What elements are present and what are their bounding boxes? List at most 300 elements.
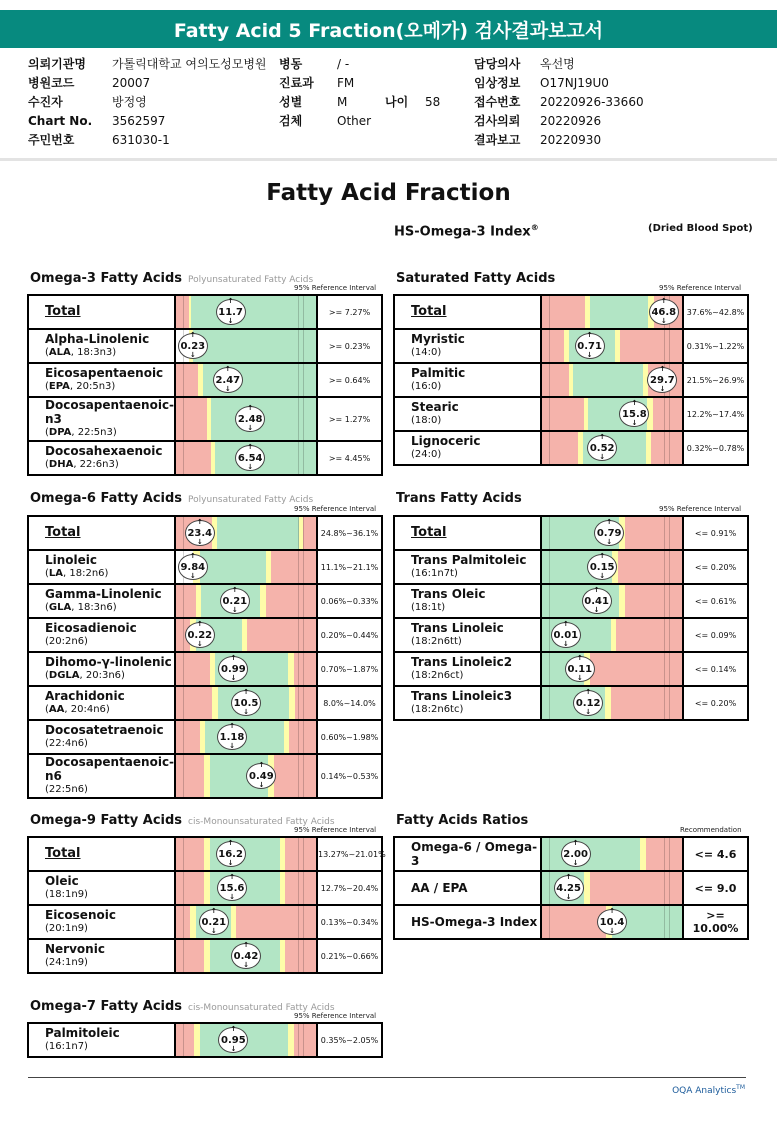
analyte-code: (DHA, 22:6n3) [45, 459, 119, 470]
omega7-section-title [30, 999, 335, 1014]
bar-gridline [669, 653, 670, 685]
analyte-code [411, 567, 540, 581]
analyte-name: Trans Linoleic2 [411, 655, 513, 669]
analyte-name: Stearic [411, 400, 459, 414]
result-row [394, 652, 748, 686]
analyte-cell [28, 329, 175, 363]
range-bar [175, 754, 317, 798]
ratios-section-title [396, 813, 528, 828]
analyte-name: Docosapentaenoic-n3 [45, 398, 175, 426]
bar-gridline [669, 432, 670, 464]
reference-interval: >= 7.27% [317, 295, 382, 329]
result-value-marker: ↑ 9.84 ↓ [178, 554, 208, 580]
section-title-text: Omega-7 Fatty Acids [30, 999, 183, 1014]
green-zone [573, 364, 643, 396]
bar-gridline [303, 364, 304, 396]
bar-gridline [549, 585, 550, 617]
result-row [394, 516, 748, 550]
range-bar [175, 397, 317, 441]
result-row [28, 363, 382, 397]
saturated-table [393, 294, 749, 466]
info-label: 나이 [385, 95, 409, 109]
result-value-marker: ↑ 0.79 ↓ [594, 520, 624, 546]
red-zone [271, 551, 316, 583]
result-value-marker: ↑ 0.95 ↓ [218, 1027, 248, 1053]
result-value-marker: ↑ 0.21 ↓ [199, 909, 229, 935]
result-value-marker: ↑ 2.48 ↓ [235, 406, 265, 432]
range-bar [175, 720, 317, 754]
range-bar [541, 516, 683, 550]
ref-interval-header: 95% Reference Interval [294, 505, 377, 513]
analyte-cell [394, 686, 541, 720]
recommendation-header: Recommendation [680, 826, 742, 834]
bar-gridline [549, 906, 550, 938]
range-bar [541, 431, 683, 465]
footer-rule [28, 1077, 746, 1078]
info-value: 가톨릭대학교 여의도성모병원 [112, 57, 267, 71]
analyte-name: Linoleic [45, 553, 98, 567]
analyte-cell [28, 397, 175, 441]
range-bar [175, 441, 317, 475]
bar-gridline [298, 442, 299, 474]
red-zone [176, 653, 210, 685]
result-row [394, 363, 748, 397]
analyte-cell [394, 329, 541, 363]
analyte-formula: (16:1n7t) [411, 568, 458, 579]
info-label: 접수번호 [474, 95, 521, 109]
info-label: Chart No. [28, 114, 93, 128]
index-title [394, 223, 539, 239]
analyte-name: Lignoceric [411, 434, 481, 448]
analyte-cell [28, 550, 175, 584]
reference-interval: >= 4.45% [317, 441, 382, 475]
reference-interval: 0.21%~0.66% [317, 939, 382, 973]
result-row [28, 939, 382, 973]
section-subtitle: cis-Monounsaturated Fatty Acids [188, 1003, 335, 1013]
range-bar [175, 363, 317, 397]
section-title-text: Omega-9 Fatty Acids [30, 813, 183, 828]
analyte-name: Total [45, 304, 81, 319]
result-row [28, 686, 382, 720]
info-value: 20220926 [540, 114, 602, 128]
info-row [28, 74, 267, 93]
bar-gridline [303, 517, 304, 549]
analyte-name: Trans Palmitoleic [411, 553, 527, 567]
omega7-table [27, 1022, 383, 1058]
bar-gridline [303, 906, 304, 938]
analyte-cell [394, 431, 541, 465]
analyte-code [45, 922, 174, 936]
bar-gridline [303, 1024, 304, 1056]
bar-gridline [664, 517, 665, 549]
result-row [28, 905, 382, 939]
red-zone [590, 872, 682, 904]
section-subtitle: cis-Monounsaturated Fatty Acids [188, 817, 335, 827]
info-label: 수진자 [28, 95, 63, 109]
range-bar [175, 905, 317, 939]
bar-gridline [664, 432, 665, 464]
range-bar [175, 516, 317, 550]
analyte-name: Eicosenoic [45, 908, 116, 922]
bar-gridline [183, 721, 184, 753]
analyte-abbrev: GLA [48, 602, 72, 613]
red-zone [625, 585, 682, 617]
range-bar [175, 652, 317, 686]
result-row [28, 1023, 382, 1057]
analyte-cell [394, 397, 541, 431]
red-zone [176, 721, 200, 753]
report-title: Fatty Acid 5 Fraction(오메가) 검사결과보고서 [173, 19, 604, 42]
red-zone [285, 872, 316, 904]
omega9-section-title [30, 813, 335, 828]
analyte-name: Omega-6 / Omega-3 [411, 840, 538, 868]
info-value: M [337, 95, 348, 109]
bar-gridline [183, 364, 184, 396]
bar-gridline [183, 940, 184, 972]
info-row [28, 131, 267, 150]
analyte-formula: , 20:5n3 [69, 381, 112, 392]
result-row [28, 397, 382, 441]
trans-table [393, 515, 749, 721]
info-label: 검체 [279, 114, 303, 128]
result-value-marker: ↑ 0.01 ↓ [551, 622, 581, 648]
analyte-cell [394, 837, 541, 871]
bar-gridline [669, 906, 670, 938]
analyte-cell [28, 754, 175, 798]
analyte-name: Palmitic [411, 366, 466, 380]
analyte-formula: , 18:2n6 [63, 568, 105, 579]
result-value-marker: ↑ 10.4 ↓ [597, 909, 627, 935]
info-label: 병원코드 [28, 76, 75, 90]
analyte-cell [28, 584, 175, 618]
section-title-text: Omega-3 Fatty Acids [30, 271, 183, 286]
range-bar [175, 584, 317, 618]
red-zone [542, 330, 564, 362]
info-row [474, 93, 644, 112]
red-zone [176, 364, 198, 396]
bar-gridline [549, 838, 550, 870]
result-row [394, 905, 748, 939]
reference-interval: >= 10.00% [683, 905, 748, 939]
omega9-table [27, 836, 386, 974]
analyte-cell [394, 871, 541, 905]
result-row [394, 397, 748, 431]
omega6-section-title [30, 491, 313, 506]
analyte-name: AA / EPA [411, 881, 468, 895]
analyte-formula: (16:0) [411, 381, 442, 392]
result-value-marker: ↑ 0.21 ↓ [220, 588, 250, 614]
analyte-cell [394, 905, 541, 939]
analyte-name: Gamma-Linolenic [45, 587, 162, 601]
range-bar [541, 686, 683, 720]
red-zone [651, 432, 682, 464]
analyte-formula: (18:1t) [411, 602, 446, 613]
analyte-cell [28, 837, 175, 871]
info-row [279, 74, 440, 93]
info-value: / - [337, 57, 350, 71]
analyte-name: Oleic [45, 874, 79, 888]
reference-interval: 11.1%~21.1% [317, 550, 382, 584]
result-value-marker: ↑ 16.2 ↓ [216, 841, 246, 867]
bar-gridline [303, 838, 304, 870]
result-value-marker: ↑ 23.4 ↓ [185, 520, 215, 546]
red-zone [176, 755, 204, 797]
analyte-cell [28, 652, 175, 686]
analyte-abbrev: LA [48, 568, 64, 579]
info-value: O17NJ19U0 [540, 76, 609, 90]
analyte-formula: (22:5n6) [45, 784, 88, 795]
red-zone [653, 398, 682, 430]
bar-gridline [298, 517, 299, 549]
red-zone [247, 619, 316, 651]
range-bar [541, 871, 683, 905]
bar-gridline [669, 872, 670, 904]
analyte-formula: (18:2n6tt) [411, 636, 462, 647]
green-zone [200, 551, 266, 583]
info-value: Other [337, 114, 372, 128]
analyte-formula: , 22:6n3 [73, 459, 115, 470]
analyte-formula: , 18:3n3 [70, 347, 113, 358]
red-zone [625, 517, 682, 549]
bar-gridline [303, 442, 304, 474]
info-value: 20220930 [540, 133, 602, 147]
analyte-code [411, 635, 540, 649]
analyte-code [45, 888, 174, 902]
reference-interval: <= 0.14% [683, 652, 748, 686]
bar-gridline [298, 1024, 299, 1056]
footer-brand-text: OQA Analytics [672, 1086, 737, 1096]
reference-interval: <= 0.20% [683, 686, 748, 720]
result-value-marker: ↑ 0.49 ↓ [246, 763, 276, 789]
bar-gridline [549, 330, 550, 362]
bar-gridline [664, 551, 665, 583]
info-row [279, 93, 440, 112]
analyte-name: Docosahexaenoic [45, 444, 163, 458]
trans-section-title [396, 491, 522, 506]
bar-gridline [549, 296, 550, 328]
info-row [474, 131, 644, 150]
section-title-text: Saturated Fatty Acids [396, 271, 556, 286]
bar-gridline [183, 1024, 184, 1056]
info-label: 의뢰기관명 [28, 57, 86, 71]
bar-gridline [549, 687, 550, 719]
bar-gridline [183, 442, 184, 474]
green-zone [215, 442, 316, 474]
analyte-cell [28, 441, 175, 475]
red-zone [616, 619, 682, 651]
info-row [474, 55, 644, 74]
analyte-name: Trans Linoleic [411, 621, 504, 635]
bar-gridline [303, 755, 304, 797]
result-row [394, 871, 748, 905]
analyte-name: Trans Oleic [411, 587, 486, 601]
analyte-cell [28, 1023, 175, 1057]
bar-gridline [298, 838, 299, 870]
info-value: 20220926-33660 [540, 95, 644, 109]
analyte-formula: (24:1n9) [45, 957, 88, 968]
result-value-marker: ↑ 2.00 ↓ [561, 841, 591, 867]
info-label: 성별 [279, 95, 303, 109]
analyte-cell [394, 618, 541, 652]
result-value-marker: ↑ 0.41 ↓ [582, 588, 612, 614]
red-zone [285, 940, 316, 972]
analyte-name: Docosapentaenoic-n6 [45, 755, 175, 783]
info-row [28, 55, 267, 74]
result-value-marker: ↑ 4.25 ↓ [554, 875, 584, 901]
reference-interval: 12.2%~17.4% [683, 397, 748, 431]
reference-interval: <= 0.91% [683, 516, 748, 550]
red-zone [266, 585, 316, 617]
omega3-table [27, 294, 383, 476]
analyte-formula: (20:2n6) [45, 636, 88, 647]
analyte-formula: (18:1n9) [45, 889, 88, 900]
bar-gridline [664, 585, 665, 617]
result-row [28, 652, 382, 686]
analyte-formula: , 22:5n3 [71, 427, 113, 438]
bar-gridline [669, 838, 670, 870]
bar-gridline [183, 755, 184, 797]
bar-gridline [298, 330, 299, 362]
info-value: 옥선명 [540, 57, 575, 71]
analyte-cell [28, 871, 175, 905]
bar-gridline [303, 619, 304, 651]
result-value-marker: ↑ 46.8 ↓ [649, 299, 679, 325]
analyte-cell [28, 905, 175, 939]
info-row [28, 93, 267, 112]
analyte-name: Docosatetraenoic [45, 723, 164, 737]
range-bar [541, 837, 683, 871]
bar-gridline [298, 364, 299, 396]
reference-interval: 21.5%~26.9% [683, 363, 748, 397]
analyte-name: HS-Omega-3 Index [411, 915, 538, 929]
analyte-code [411, 448, 540, 462]
analyte-code: (AA, 20:4n6) [45, 704, 110, 715]
info-row [279, 55, 440, 74]
result-row [28, 550, 382, 584]
ref-interval-header: 95% Reference Interval [294, 826, 377, 834]
bar-gridline [549, 872, 550, 904]
info-label: 결과보고 [474, 133, 521, 147]
red-zone [620, 330, 682, 362]
range-bar [541, 550, 683, 584]
reference-interval: <= 0.61% [683, 584, 748, 618]
omega6-table [27, 515, 383, 799]
index-title-text: HS-Omega-3 Index [394, 224, 531, 240]
analyte-code [411, 346, 540, 360]
saturated-section-title [396, 271, 555, 286]
result-row [28, 754, 382, 798]
reference-interval: 0.32%~0.78% [683, 431, 748, 465]
analyte-cell [28, 720, 175, 754]
bar-gridline [669, 517, 670, 549]
report-title-bar [0, 10, 777, 48]
range-bar [175, 686, 317, 720]
section-title-text: Trans Fatty Acids [396, 491, 522, 506]
bar-gridline [183, 585, 184, 617]
analyte-formula: (24:0) [411, 449, 442, 460]
analyte-formula: , 20:3n6 [79, 670, 122, 681]
analyte-formula: , 18:3n6 [71, 602, 113, 613]
red-zone [176, 442, 211, 474]
result-value-marker: ↑ 0.71 ↓ [575, 333, 605, 359]
result-row [394, 295, 748, 329]
analyte-name: Total [411, 304, 447, 319]
bar-gridline [183, 872, 184, 904]
range-bar [541, 363, 683, 397]
analyte-formula: (20:1n9) [45, 923, 88, 934]
info-label: 담당의사 [474, 57, 521, 71]
reference-interval: >= 1.27% [317, 397, 382, 441]
info-label: 임상정보 [474, 76, 521, 90]
bar-gridline [298, 721, 299, 753]
red-zone [176, 1024, 194, 1056]
range-bar [541, 295, 683, 329]
info-value: 3562597 [112, 114, 166, 128]
trademark-mark: TM [736, 1084, 745, 1091]
analyte-cell [28, 516, 175, 550]
result-value-marker: ↑ 29.7 ↓ [647, 367, 677, 393]
bar-gridline [183, 653, 184, 685]
analyte-formula: (18:2n6ct) [411, 670, 464, 681]
bar-gridline [664, 653, 665, 685]
ref-interval-header: 95% Reference Interval [659, 505, 742, 513]
reference-interval: 24.8%~36.1% [317, 516, 382, 550]
result-row [28, 516, 382, 550]
result-value-marker: ↑ 0.99 ↓ [218, 656, 248, 682]
analyte-formula: (18:0) [411, 415, 442, 426]
bar-gridline [549, 517, 550, 549]
analyte-code [45, 635, 174, 649]
bar-gridline [298, 619, 299, 651]
bar-gridline [298, 296, 299, 328]
result-row [28, 329, 382, 363]
ratios-table [393, 836, 749, 940]
section-title-text: Fatty Acids Ratios [396, 813, 529, 828]
bar-gridline [669, 619, 670, 651]
green-zone [590, 296, 649, 328]
analyte-abbrev: AA [48, 704, 65, 715]
green-zone [217, 517, 300, 549]
bar-gridline [303, 872, 304, 904]
analyte-cell [28, 363, 175, 397]
red-zone [285, 838, 316, 870]
analyte-code [411, 380, 540, 394]
info-row [279, 112, 440, 131]
omega3-section-title [30, 271, 313, 286]
analyte-name: Total [45, 846, 81, 861]
bar-gridline [669, 398, 670, 430]
bar-gridline [303, 585, 304, 617]
analyte-cell [394, 550, 541, 584]
analyte-cell [394, 652, 541, 686]
info-row [474, 74, 644, 93]
analyte-code [45, 1040, 174, 1054]
bar-gridline [549, 653, 550, 685]
info-value: FM [337, 76, 355, 90]
range-bar [541, 397, 683, 431]
reference-interval: 8.0%~14.0% [317, 686, 382, 720]
range-bar [541, 652, 683, 686]
reference-interval: 0.70%~1.87% [317, 652, 382, 686]
analyte-formula: , 20:4n6 [64, 704, 106, 715]
result-row [28, 618, 382, 652]
analyte-cell [28, 295, 175, 329]
reference-interval: <= 0.20% [683, 550, 748, 584]
analyte-name: Eicosadienoic [45, 621, 137, 635]
bar-gridline [549, 398, 550, 430]
result-row [28, 837, 382, 871]
bar-gridline [303, 398, 304, 440]
